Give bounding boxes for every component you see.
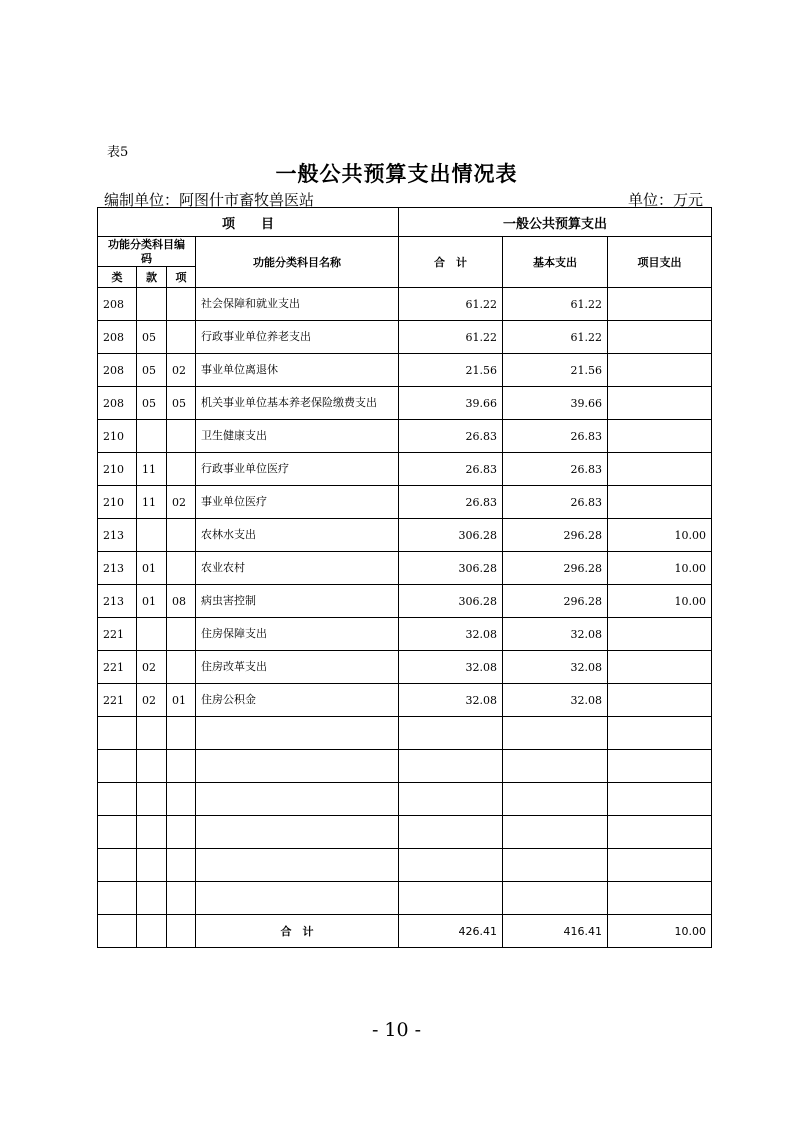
code-xiang: [167, 453, 196, 486]
total-code-cell: [137, 915, 167, 948]
amount-basic: 296.28: [503, 585, 608, 618]
code-kuan: 02: [137, 684, 167, 717]
header-project: 项 目: [98, 208, 399, 237]
item-name: 农业农村: [196, 552, 399, 585]
grand-basic: 416.41: [503, 915, 608, 948]
table-row: [98, 651, 712, 684]
amount-basic: [503, 816, 608, 849]
code-lei: 208: [98, 288, 137, 321]
amount-basic: [503, 717, 608, 750]
table-row: [98, 288, 712, 321]
code-lei: 208: [98, 387, 137, 420]
table-row: [98, 519, 712, 552]
code-kuan: 05: [137, 354, 167, 387]
amount-basic: 61.22: [503, 321, 608, 354]
header-lei: 类: [98, 267, 137, 288]
code-xiang: 02: [167, 354, 196, 387]
amount-project: [608, 684, 712, 717]
code-kuan: 11: [137, 486, 167, 519]
code-kuan: 02: [137, 651, 167, 684]
amount-project: [608, 321, 712, 354]
amount-total: [399, 783, 503, 816]
item-name: 住房保障支出: [196, 618, 399, 651]
amount-basic: 32.08: [503, 684, 608, 717]
code-lei: [98, 783, 137, 816]
page-title: 一般公共预算支出情况表: [275, 162, 518, 186]
amount-total: 32.08: [399, 618, 503, 651]
table-row: [98, 783, 712, 816]
header-basic: 基本支出: [503, 237, 608, 288]
item-name: [196, 882, 399, 915]
code-kuan: [137, 750, 167, 783]
code-xiang: [167, 783, 196, 816]
amount-basic: 296.28: [503, 519, 608, 552]
code-kuan: [137, 882, 167, 915]
amount-project: [608, 882, 712, 915]
amount-project: [608, 651, 712, 684]
amount-project: [608, 288, 712, 321]
code-xiang: [167, 651, 196, 684]
code-kuan: [137, 816, 167, 849]
item-name: 行政事业单位医疗: [196, 453, 399, 486]
code-lei: [98, 849, 137, 882]
amount-total: 26.83: [399, 486, 503, 519]
item-name: 事业单位医疗: [196, 486, 399, 519]
item-name: [196, 849, 399, 882]
amount-total: 26.83: [399, 420, 503, 453]
amount-total: 61.22: [399, 288, 503, 321]
code-lei: 213: [98, 585, 137, 618]
header-xiang: 项: [167, 267, 196, 288]
code-xiang: [167, 882, 196, 915]
item-name: 卫生健康支出: [196, 420, 399, 453]
code-xiang: 08: [167, 585, 196, 618]
amount-project: [608, 816, 712, 849]
amount-project: [608, 453, 712, 486]
amount-basic: [503, 750, 608, 783]
code-lei: 210: [98, 420, 137, 453]
code-xiang: [167, 288, 196, 321]
code-xiang: [167, 519, 196, 552]
amount-project: [608, 783, 712, 816]
amount-basic: 26.83: [503, 486, 608, 519]
grand-project: 10.00: [608, 915, 712, 948]
code-kuan: [137, 717, 167, 750]
code-xiang: [167, 849, 196, 882]
code-xiang: [167, 618, 196, 651]
header-code: 功能分类科目编码: [98, 237, 196, 267]
page-number: - 10 -: [371, 1019, 422, 1041]
item-name: [196, 717, 399, 750]
code-xiang: [167, 420, 196, 453]
table-row: [98, 816, 712, 849]
amount-project: 10.00: [608, 585, 712, 618]
amount-total: 32.08: [399, 684, 503, 717]
amount-total: [399, 750, 503, 783]
table-row: [98, 684, 712, 717]
amount-project: [608, 717, 712, 750]
header-name: 功能分类科目名称: [196, 237, 399, 288]
item-name: 行政事业单位养老支出: [196, 321, 399, 354]
code-lei: [98, 882, 137, 915]
currency-unit: 单位：万元: [627, 191, 703, 209]
amount-project: 10.00: [608, 552, 712, 585]
amount-basic: 39.66: [503, 387, 608, 420]
table-row: [98, 453, 712, 486]
amount-total: 21.56: [399, 354, 503, 387]
amount-total: 306.28: [399, 552, 503, 585]
amount-project: 10.00: [608, 519, 712, 552]
item-name: 机关事业单位基本养老保险缴费支出: [196, 387, 399, 420]
amount-basic: 296.28: [503, 552, 608, 585]
code-lei: 208: [98, 321, 137, 354]
amount-total: 39.66: [399, 387, 503, 420]
code-lei: 221: [98, 618, 137, 651]
code-lei: 210: [98, 453, 137, 486]
code-xiang: [167, 717, 196, 750]
code-kuan: 01: [137, 552, 167, 585]
amount-basic: 32.08: [503, 618, 608, 651]
item-name: [196, 783, 399, 816]
header-item: 项目支出: [608, 237, 712, 288]
amount-basic: [503, 882, 608, 915]
code-lei: [98, 750, 137, 783]
code-lei: 221: [98, 684, 137, 717]
code-lei: [98, 717, 137, 750]
code-xiang: [167, 321, 196, 354]
code-kuan: [137, 519, 167, 552]
total-code-cell: [167, 915, 196, 948]
table-row: [98, 750, 712, 783]
item-name: 住房公积金: [196, 684, 399, 717]
code-lei: 213: [98, 519, 137, 552]
table-row: [98, 420, 712, 453]
code-lei: 221: [98, 651, 137, 684]
code-lei: [98, 816, 137, 849]
header-kuan: 款: [137, 267, 167, 288]
code-lei: 210: [98, 486, 137, 519]
amount-basic: 21.56: [503, 354, 608, 387]
header-general-budget: 一般公共预算支出: [399, 208, 712, 237]
code-xiang: [167, 750, 196, 783]
code-lei: 208: [98, 354, 137, 387]
total-code-cell: [98, 915, 137, 948]
code-kuan: [137, 618, 167, 651]
code-kuan: [137, 783, 167, 816]
amount-total: [399, 816, 503, 849]
amount-total: [399, 849, 503, 882]
amount-basic: [503, 783, 608, 816]
code-kuan: 05: [137, 387, 167, 420]
budget-table: [97, 207, 712, 948]
table-row: [98, 585, 712, 618]
table-row: [98, 552, 712, 585]
item-name: [196, 816, 399, 849]
code-xiang: [167, 816, 196, 849]
table-row: [98, 618, 712, 651]
amount-basic: 26.83: [503, 420, 608, 453]
amount-project: [608, 750, 712, 783]
item-name: 社会保障和就业支出: [196, 288, 399, 321]
amount-total: 32.08: [399, 651, 503, 684]
amount-project: [608, 486, 712, 519]
grand-total: 426.41: [399, 915, 503, 948]
amount-project: [608, 387, 712, 420]
header-total: 合 计: [399, 237, 503, 288]
amount-total: [399, 717, 503, 750]
code-lei: 213: [98, 552, 137, 585]
code-kuan: 11: [137, 453, 167, 486]
code-kuan: 01: [137, 585, 167, 618]
amount-basic: 32.08: [503, 651, 608, 684]
code-kuan: [137, 849, 167, 882]
header-row-2: [98, 237, 712, 267]
code-kuan: [137, 420, 167, 453]
amount-total: 306.28: [399, 585, 503, 618]
code-xiang: 05: [167, 387, 196, 420]
amount-basic: 61.22: [503, 288, 608, 321]
header-row-1: [98, 208, 712, 237]
item-name: 农林水支出: [196, 519, 399, 552]
item-name: [196, 750, 399, 783]
table-row: [98, 717, 712, 750]
table-row: [98, 387, 712, 420]
table-row: [98, 354, 712, 387]
compiling-unit: 编制单位：阿图什市畜牧兽医站: [104, 191, 315, 209]
item-name: 病虫害控制: [196, 585, 399, 618]
amount-total: 61.22: [399, 321, 503, 354]
table-row: [98, 849, 712, 882]
amount-basic: 26.83: [503, 453, 608, 486]
code-kuan: [137, 288, 167, 321]
item-name: 住房改革支出: [196, 651, 399, 684]
amount-project: [608, 618, 712, 651]
amount-total: 26.83: [399, 453, 503, 486]
amount-total: 306.28: [399, 519, 503, 552]
code-xiang: 02: [167, 486, 196, 519]
code-xiang: 01: [167, 684, 196, 717]
table-row: [98, 882, 712, 915]
amount-project: [608, 849, 712, 882]
total-label: 合 计: [196, 915, 399, 948]
amount-total: [399, 882, 503, 915]
code-kuan: 05: [137, 321, 167, 354]
amount-project: [608, 420, 712, 453]
code-xiang: [167, 552, 196, 585]
table-row: [98, 321, 712, 354]
amount-basic: [503, 849, 608, 882]
amount-project: [608, 354, 712, 387]
item-name: 事业单位离退休: [196, 354, 399, 387]
table-row: [98, 486, 712, 519]
total-row: [98, 915, 712, 948]
table-number: 表5: [107, 145, 129, 160]
